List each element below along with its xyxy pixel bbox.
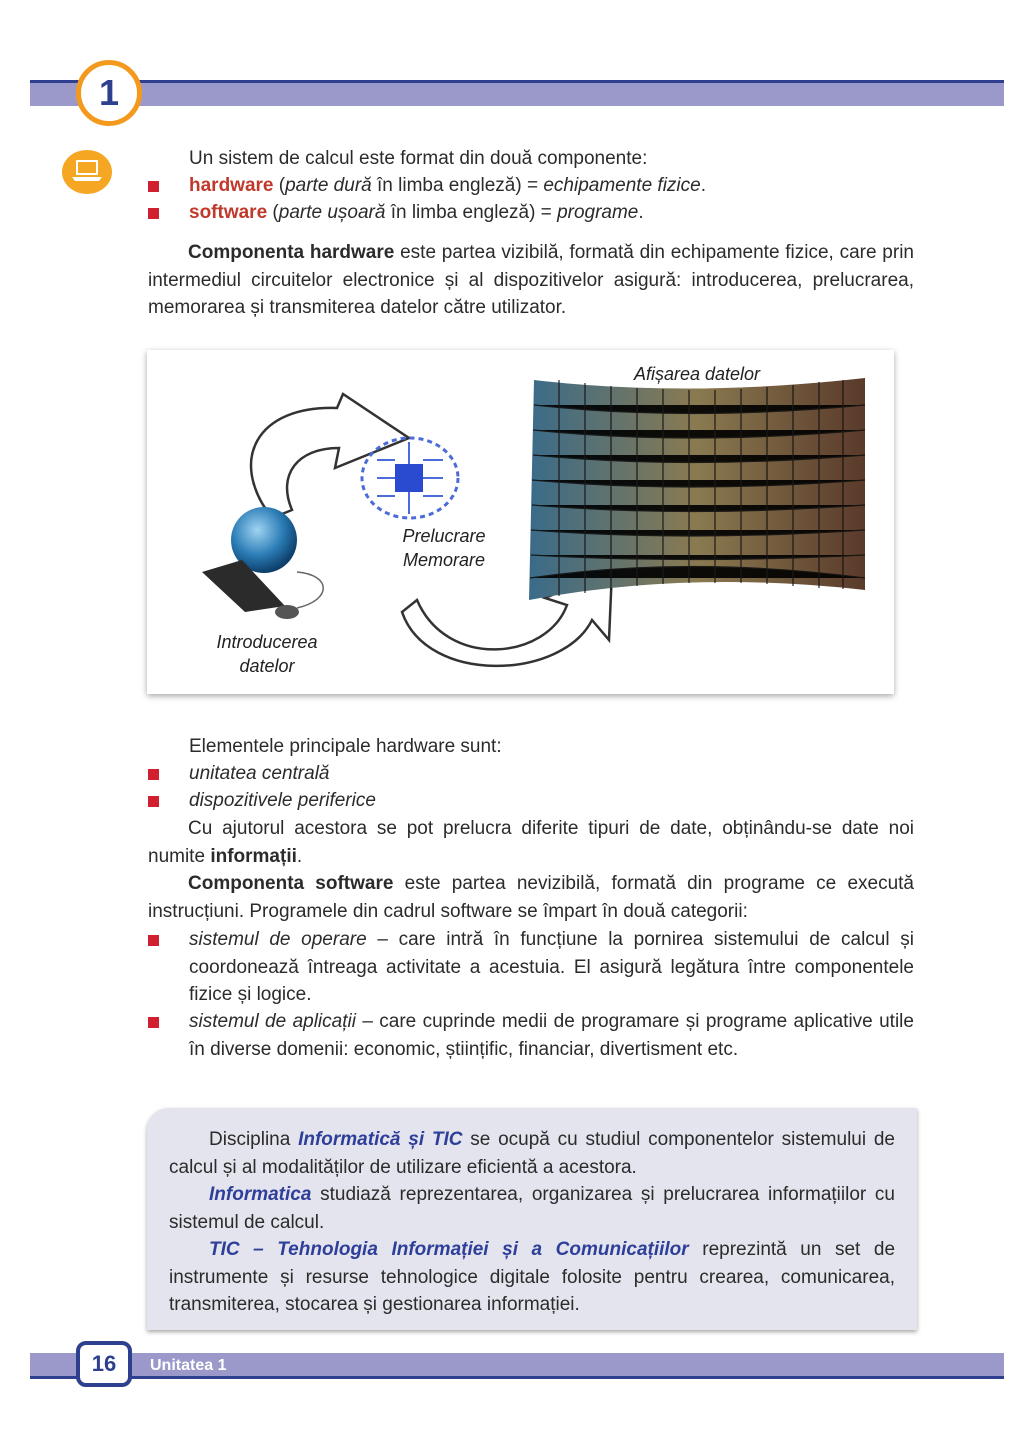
- software-bullet: [189, 199, 644, 227]
- hardware-term: hardware: [189, 175, 274, 196]
- bullet-marker: [148, 181, 159, 192]
- bullet-marker: [148, 796, 159, 807]
- info-box: [147, 1108, 917, 1330]
- software-item: [189, 1008, 914, 1063]
- unit-label: Unitatea 1: [150, 1357, 227, 1374]
- software-item-term: sistemul de operare: [189, 929, 367, 950]
- element-item: unitatea centrală: [189, 763, 330, 784]
- information-term: informații: [210, 845, 297, 867]
- hardware-paragraph: [148, 239, 914, 322]
- text-italic: echipamente fizice: [543, 175, 701, 196]
- bullet-marker: [148, 1017, 159, 1028]
- software-term: software: [189, 202, 268, 223]
- software-item: [189, 926, 914, 1009]
- text-italic: programe: [557, 202, 639, 223]
- info-term: TIC – Tehnologia Informației și a Comunicațiilor: [209, 1239, 689, 1260]
- text-part: .: [638, 202, 644, 223]
- text-part: reprezintă un set de instrumente și resurse tehnologice digitale folosite pentru crearea, comunicarea, transmiterea, stocarea și gestionarea informației.: [169, 1239, 896, 1315]
- text-part: .: [296, 845, 303, 867]
- input-caption-line: datelor: [239, 656, 295, 676]
- bullet-marker: [148, 935, 159, 946]
- info-paragraph: [169, 1236, 895, 1319]
- hardware-heading: Componenta hardware: [188, 242, 395, 263]
- intro-line: Un sistem de calcul este format din două componente:: [189, 148, 648, 169]
- bullet-marker: [148, 208, 159, 219]
- mouse-icon: [275, 605, 299, 619]
- display-caption: Afișarea datelor: [633, 364, 761, 384]
- text-part: se ocupă cu studiul componentelor sistemului de calcul și al modalităților de utilizare eficientă a acestora.: [169, 1129, 895, 1178]
- software-item-text: – care cuprinde medii de programare și programe aplicative utile în diverse domenii: economic, științific, financiar, divertisment etc.: [189, 1011, 914, 1060]
- arrow-to-processing: [251, 394, 409, 518]
- text-part: (: [273, 175, 286, 196]
- software-item-term: sistemul de aplicații: [189, 1011, 356, 1032]
- software-item-text: – care intră în funcțiune la pornirea sistemului de calcul și coordonează întreaga activitate a acestuia. El asigură legătura între componentele fizice și logice.: [189, 929, 914, 1005]
- info-term: Informatică și TIC: [298, 1129, 463, 1150]
- processing-caption: [374, 524, 514, 572]
- input-caption: [197, 630, 337, 678]
- text-part: studiază reprezentarea, organizarea și prelucrarea informațiilor cu sistemul de calcul.: [169, 1184, 895, 1233]
- information-paragraph: [148, 815, 914, 870]
- software-paragraph: [148, 870, 914, 925]
- info-term: Informatica: [209, 1184, 312, 1205]
- laptop-icon: [62, 150, 112, 194]
- text-part: Disciplina: [209, 1129, 299, 1150]
- info-paragraph: [169, 1181, 895, 1236]
- text-part: (: [267, 202, 279, 223]
- text-italic: parte ușoară: [278, 202, 386, 223]
- page-number: 16: [76, 1341, 132, 1387]
- header-band: [30, 80, 1004, 106]
- software-heading: Componenta software: [188, 873, 394, 894]
- text-italic: parte dură: [285, 175, 372, 196]
- hardware-flow-diagram: [147, 350, 894, 694]
- processing-caption-line: Memorare: [402, 550, 486, 570]
- software-text: este partea nevizibilă, formată din programe ce execută instrucțiuni. Programele din cadrul software se împart în două categorii:: [148, 873, 914, 922]
- text-part: Cu ajutorul acestora se pot prelucra diferite tipuri de date, obținându-se date noi numite: [148, 818, 914, 867]
- hardware-text: este partea vizibilă, formată din echipamente fizice, care prin intermediul circuitelor electronice și al dispozitivelor asigură: introducerea, prelucrarea, memorarea și transmiterea datelor către utilizator.: [148, 242, 914, 318]
- text-part: în limba engleză) =: [385, 202, 558, 223]
- elements-line: Elementele principale hardware sunt:: [189, 736, 502, 757]
- input-caption-line: Introducerea: [216, 632, 318, 652]
- hardware-bullet: [189, 172, 706, 200]
- text-part: în limba engleză) =: [371, 175, 544, 196]
- element-item: dispozitivele periferice: [189, 790, 376, 811]
- info-paragraph: [169, 1126, 895, 1181]
- processing-caption-line: Prelucrare: [402, 526, 486, 546]
- chapter-number-badge: 1: [76, 60, 142, 126]
- text-part: .: [700, 175, 706, 196]
- bullet-marker: [148, 769, 159, 780]
